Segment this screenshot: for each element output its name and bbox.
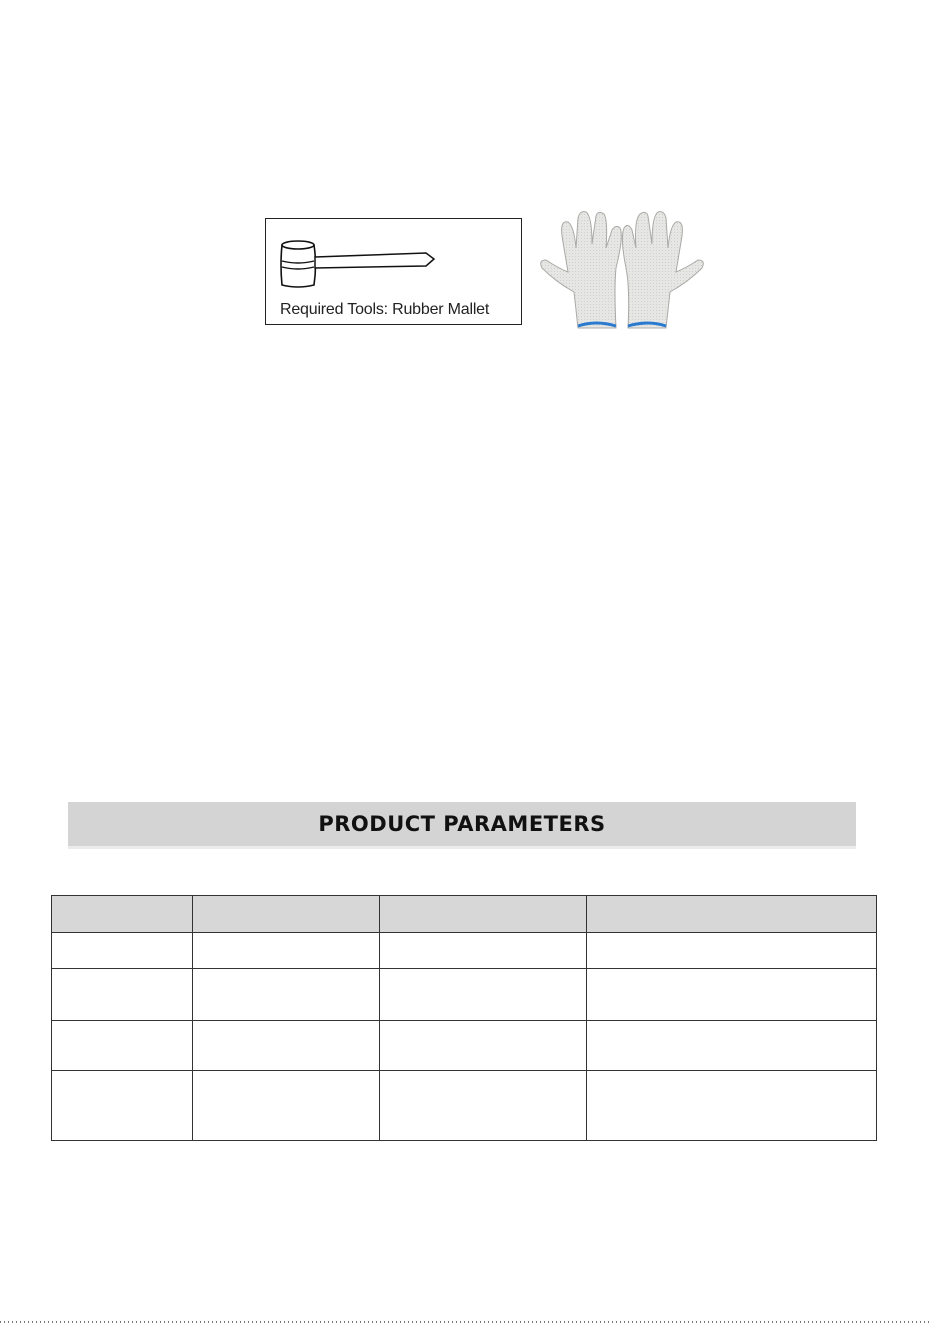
work-gloves-image (536, 208, 708, 334)
table-cell (587, 1071, 877, 1141)
required-tools-box (265, 218, 522, 325)
table-cell (52, 1071, 193, 1141)
table-cell (193, 1071, 380, 1141)
product-parameters-table (51, 895, 877, 1141)
banner-title: PRODUCT PARAMETERS (318, 812, 606, 836)
table-cell (193, 1021, 380, 1071)
table-cell (380, 969, 587, 1021)
table-cell (52, 933, 193, 969)
table-row (52, 933, 877, 969)
table-header-cell (587, 896, 877, 933)
table-cell (380, 1021, 587, 1071)
product-parameters-banner (68, 802, 856, 849)
right-glove (622, 212, 703, 328)
table-row (52, 1021, 877, 1071)
table-header-cell (380, 896, 587, 933)
table-cell (587, 1021, 877, 1071)
rubber-mallet-icon (276, 231, 446, 296)
table-cell (193, 969, 380, 1021)
table-row (52, 969, 877, 1021)
tools-caption: Required Tools: Rubber Mallet (280, 301, 490, 318)
table-cell (380, 933, 587, 969)
table-cell (587, 933, 877, 969)
table-cell (52, 969, 193, 1021)
table-cell (587, 969, 877, 1021)
table-header-cell (52, 896, 193, 933)
left-glove (541, 212, 622, 328)
table-cell (380, 1071, 587, 1141)
table-header-cell (193, 896, 380, 933)
table-row (52, 1071, 877, 1141)
table-cell (193, 933, 380, 969)
table-header-row (52, 896, 877, 933)
table-cell (52, 1021, 193, 1071)
